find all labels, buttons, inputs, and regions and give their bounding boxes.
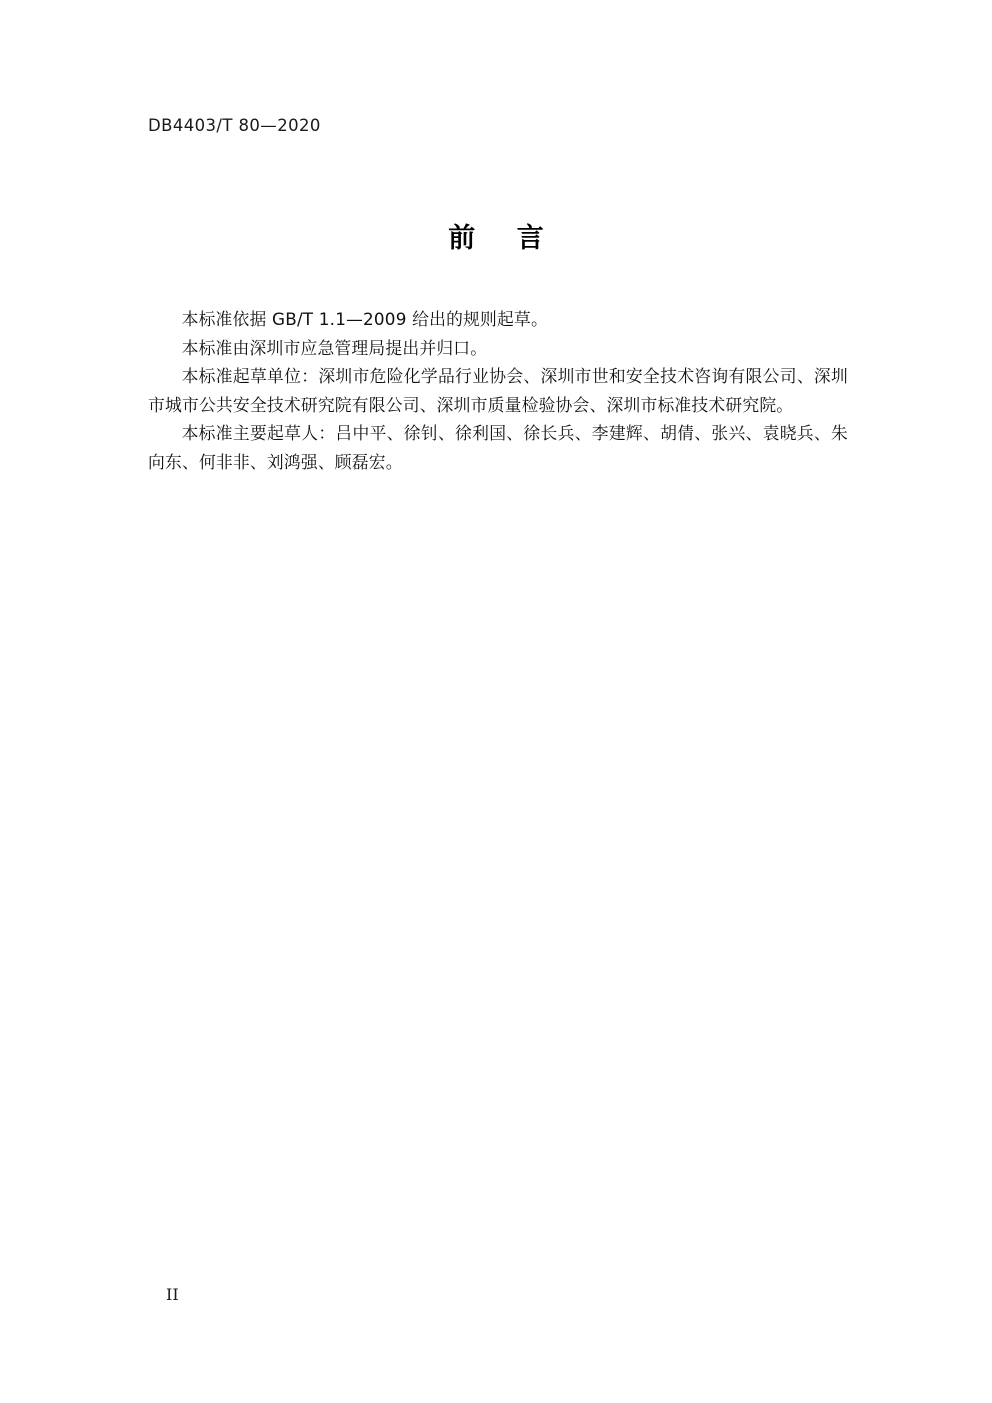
paragraph: 本标准起草单位：深圳市危险化学品行业协会、深圳市世和安全技术咨询有限公司、深圳市城市公共安全技术研究院有限公司、深圳市质量检验协会、深圳市标准技术研究院。 <box>148 366 848 415</box>
paragraph: 本标准依据 GB/T 1.1—2009 给出的规则起草。 <box>181 309 548 329</box>
foreword-body <box>148 305 848 476</box>
document-header-code: DB4403/T 80—2020 <box>148 116 321 135</box>
paragraph: 本标准由深圳市应急管理局提出并归口。 <box>181 337 488 358</box>
page-title: 前 言 <box>448 223 560 254</box>
paragraph: 本标准主要起草人：吕中平、徐钊、徐利国、徐长兵、李建辉、胡倩、张兴、袁晓兵、朱向东、何非非、刘鸿强、顾磊宏。 <box>148 423 848 472</box>
page-number: II <box>166 1285 179 1304</box>
